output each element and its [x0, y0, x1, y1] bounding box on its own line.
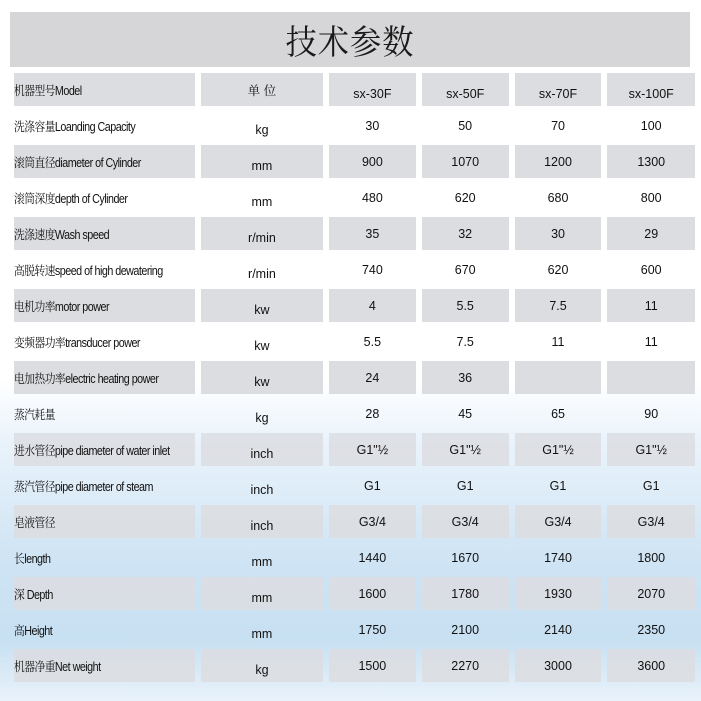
row-value-cell: [515, 289, 602, 322]
row-label-cell: [14, 325, 195, 358]
row-value-cell: [515, 217, 602, 250]
row-value: 1670: [451, 550, 480, 565]
header-model: sx-100F: [628, 86, 674, 101]
row-label-cell: [14, 397, 195, 430]
row-unit-cell: [201, 469, 323, 502]
row-value-cell: [329, 109, 416, 142]
row-value: 65: [551, 406, 565, 421]
row-value-cell: [329, 505, 416, 538]
row-value: 5.5: [456, 298, 474, 313]
row-value-cell: [607, 613, 695, 646]
row-label-cell: [14, 433, 195, 466]
row-value: 32: [458, 226, 473, 241]
row-value-cell: [607, 361, 695, 394]
row-unit: mm: [251, 194, 273, 209]
row-unit-cell: [201, 361, 323, 394]
row-value: 90: [644, 406, 659, 421]
row-value: 2100: [451, 622, 480, 637]
row-unit: kw: [254, 338, 270, 353]
row-unit-cell: [201, 109, 323, 142]
row-label-cell: [14, 109, 195, 142]
row-value: 1300: [637, 154, 666, 169]
table-row: [14, 541, 695, 574]
row-value-cell: [329, 613, 416, 646]
header-row: [14, 73, 695, 106]
row-label: 蒸汽管径pipe diameter of steam: [14, 479, 153, 494]
row-unit: r/min: [248, 266, 276, 281]
row-value-cell: [515, 613, 602, 646]
row-unit-cell: [201, 253, 323, 286]
row-value-cell: [515, 253, 602, 286]
row-value-cell: [422, 181, 509, 214]
row-unit-cell: [201, 433, 323, 466]
row-value-cell: [515, 397, 602, 430]
row-value-cell: [422, 253, 509, 286]
row-value: 7.5: [549, 298, 567, 313]
row-value-cell: [329, 145, 416, 178]
row-unit: r/min: [248, 230, 276, 245]
row-unit: kg: [255, 410, 269, 425]
row-unit: mm: [251, 158, 273, 173]
row-label-cell: [14, 469, 195, 502]
row-value-cell: [607, 649, 695, 682]
row-value-cell: [515, 649, 602, 682]
row-value: 7.5: [456, 334, 474, 349]
row-value: G1"½: [356, 442, 389, 457]
row-value-cell: [329, 577, 416, 610]
row-value-cell: [422, 649, 509, 682]
row-unit-cell: [201, 397, 323, 430]
row-value: 800: [640, 190, 662, 205]
row-value: 1930: [544, 586, 572, 601]
row-value-cell: [422, 433, 509, 466]
row-unit-cell: [201, 649, 323, 682]
row-value-cell: [607, 505, 695, 538]
row-unit-cell: [201, 217, 323, 250]
row-value: G1"½: [635, 442, 667, 457]
row-value-cell: [607, 109, 695, 142]
table-row: [14, 433, 695, 466]
row-value: 100: [640, 118, 662, 133]
row-value-cell: [329, 649, 416, 682]
row-value-cell: [329, 541, 416, 574]
row-value: 1070: [451, 154, 480, 169]
row-value: 28: [365, 406, 380, 421]
row-value-cell: [515, 361, 602, 394]
row-value: G3/4: [451, 514, 479, 529]
table-row: [14, 469, 695, 502]
row-value: 1750: [358, 622, 387, 637]
row-value-cell: [607, 253, 695, 286]
table-row: [14, 613, 695, 646]
row-label: 电加热功率electric heating power: [14, 371, 159, 386]
row-value: G3/4: [637, 514, 665, 529]
row-unit: kg: [255, 662, 269, 677]
row-value-cell: [329, 361, 416, 394]
row-value-cell: [607, 325, 695, 358]
row-value-cell: [329, 469, 416, 502]
row-value: 45: [458, 406, 473, 421]
row-unit: inch: [250, 446, 274, 461]
row-value: 2270: [451, 658, 480, 673]
row-value: G1"½: [542, 442, 574, 457]
row-value: G3/4: [358, 514, 386, 529]
row-label: 滚筒深度depth of Cylinder: [14, 191, 128, 206]
row-label: 长length: [14, 551, 51, 566]
row-value-cell: [422, 541, 509, 574]
row-label-cell: [14, 541, 195, 574]
header-model-cell: [515, 73, 602, 106]
row-unit-cell: [201, 325, 323, 358]
row-value-cell: [515, 577, 602, 610]
row-unit: kw: [254, 302, 270, 317]
row-label: 洗涤速度Wash speed: [14, 227, 110, 242]
row-value-cell: [422, 577, 509, 610]
page-title: 技术参数: [285, 24, 415, 62]
title-bar: [10, 12, 690, 67]
row-value: G1: [364, 478, 381, 493]
spec-table: [8, 70, 701, 685]
row-value: 11: [551, 334, 565, 349]
row-label-cell: [14, 289, 195, 322]
row-value: 1500: [358, 658, 387, 673]
row-value: 680: [547, 190, 569, 205]
row-value: 900: [361, 154, 383, 169]
row-value: 30: [365, 118, 380, 133]
header-model: sx-50F: [446, 86, 485, 101]
row-value-cell: [329, 433, 416, 466]
row-value-cell: [422, 397, 509, 430]
table-row: [14, 217, 695, 250]
row-value-cell: [515, 541, 602, 574]
row-value-cell: [422, 469, 509, 502]
row-value-cell: [607, 397, 695, 430]
row-value: 2070: [637, 586, 666, 601]
row-value: 620: [454, 190, 476, 205]
row-value-cell: [422, 505, 509, 538]
row-value: 1200: [544, 154, 572, 169]
row-value-cell: [515, 181, 602, 214]
row-unit: kg: [255, 122, 269, 137]
row-value: 740: [361, 262, 383, 277]
row-value: 2140: [544, 622, 572, 637]
row-value: 2350: [637, 622, 666, 637]
row-value: 1740: [544, 550, 572, 565]
row-value: 24: [365, 370, 380, 385]
row-value: 35: [365, 226, 380, 241]
row-value: 29: [644, 226, 659, 241]
row-value: 3000: [544, 658, 572, 673]
row-label: 电机功率motor power: [14, 299, 110, 314]
row-label: 进水管径pipe diameter of water inlet: [14, 443, 170, 458]
row-value-cell: [329, 397, 416, 430]
row-value-cell: [607, 289, 695, 322]
row-unit: mm: [251, 590, 273, 605]
row-unit: mm: [251, 626, 273, 641]
row-value-cell: [422, 325, 509, 358]
table-row: [14, 361, 695, 394]
row-label: 高脱转速speed of high dewatering: [14, 263, 163, 278]
row-label-cell: [14, 361, 195, 394]
row-value-cell: [607, 577, 695, 610]
row-value: 30: [551, 226, 565, 241]
row-label: 机器净重Net weight: [14, 659, 101, 674]
row-unit-cell: [201, 181, 323, 214]
row-value: G1: [456, 478, 474, 493]
row-value: 1440: [358, 550, 387, 565]
row-label: 高Height: [14, 623, 53, 638]
header-model: sx-30F: [353, 86, 392, 101]
table-row: [14, 577, 695, 610]
row-value-cell: [329, 289, 416, 322]
row-value: 70: [551, 118, 565, 133]
row-unit-cell: [201, 145, 323, 178]
header-model: sx-70F: [538, 86, 578, 101]
table-row: [14, 109, 695, 142]
row-value: 36: [458, 370, 473, 385]
row-unit-cell: [201, 613, 323, 646]
row-unit: inch: [250, 482, 274, 497]
table-row: [14, 649, 695, 682]
row-value: G3/4: [544, 514, 572, 529]
row-label-cell: [14, 577, 195, 610]
header-model-cell: [422, 73, 509, 106]
row-label: 洗涤容量Loanding Capacity: [14, 119, 136, 134]
row-value: 3600: [637, 658, 666, 673]
header-unit: 单 位: [247, 83, 277, 98]
row-unit: mm: [251, 554, 273, 569]
row-value-cell: [422, 361, 509, 394]
row-value: 11: [644, 298, 658, 313]
row-value-cell: [515, 433, 602, 466]
row-label: 蒸汽耗量: [14, 407, 55, 422]
header-unit-cell: [201, 73, 323, 106]
row-unit-cell: [201, 541, 323, 574]
table-row: [14, 253, 695, 286]
row-value: 1780: [451, 586, 480, 601]
row-value: 600: [640, 262, 662, 277]
row-label-cell: [14, 181, 195, 214]
row-value-cell: [329, 217, 416, 250]
table-row: [14, 181, 695, 214]
header-label: 机器型号Model: [14, 83, 82, 98]
row-value: 1800: [637, 550, 666, 565]
row-value: G1: [549, 478, 567, 493]
row-label-cell: [14, 613, 195, 646]
row-unit: inch: [250, 518, 274, 533]
row-label: 深 Depth: [14, 587, 53, 602]
table-row: [14, 397, 695, 430]
row-unit-cell: [201, 505, 323, 538]
row-value-cell: [607, 469, 695, 502]
header-model-cell: [329, 73, 416, 106]
row-unit-cell: [201, 289, 323, 322]
row-value-cell: [515, 505, 602, 538]
row-value: 480: [361, 190, 383, 205]
row-value-cell: [607, 541, 695, 574]
row-value-cell: [515, 469, 602, 502]
row-value: G1: [642, 478, 660, 493]
row-value-cell: [422, 109, 509, 142]
row-value: 620: [547, 262, 569, 277]
row-value-cell: [422, 289, 509, 322]
row-unit: kw: [254, 374, 270, 389]
row-label-cell: [14, 505, 195, 538]
row-value-cell: [329, 325, 416, 358]
row-label: 滚筒直径diameter of Cylinder: [14, 155, 141, 170]
row-value-cell: [422, 613, 509, 646]
spec-table-body: [14, 73, 695, 682]
row-label-cell: [14, 217, 195, 250]
row-value: 11: [644, 334, 658, 349]
table-row: [14, 325, 695, 358]
header-model-cell: [607, 73, 695, 106]
row-value-cell: [515, 109, 602, 142]
row-label: 变频器功率transducer power: [14, 335, 140, 350]
row-value-cell: [607, 217, 695, 250]
row-value: 50: [458, 118, 473, 133]
table-row: [14, 145, 695, 178]
row-label: 皂液管径: [14, 515, 55, 530]
row-unit-cell: [201, 577, 323, 610]
row-label-cell: [14, 649, 195, 682]
row-value: 4: [368, 298, 376, 313]
row-label-cell: [14, 253, 195, 286]
row-value-cell: [607, 433, 695, 466]
row-value-cell: [422, 145, 509, 178]
row-value: 670: [454, 262, 476, 277]
row-value: 5.5: [363, 334, 382, 349]
row-value-cell: [607, 181, 695, 214]
row-value-cell: [515, 145, 602, 178]
row-value-cell: [607, 145, 695, 178]
row-value-cell: [422, 217, 509, 250]
table-row: [14, 505, 695, 538]
row-value-cell: [329, 181, 416, 214]
header-label-cell: [14, 73, 195, 106]
row-label-cell: [14, 145, 195, 178]
table-row: [14, 289, 695, 322]
row-value: G1"½: [449, 442, 481, 457]
row-value: 1600: [358, 586, 387, 601]
row-value-cell: [515, 325, 602, 358]
row-value-cell: [329, 253, 416, 286]
